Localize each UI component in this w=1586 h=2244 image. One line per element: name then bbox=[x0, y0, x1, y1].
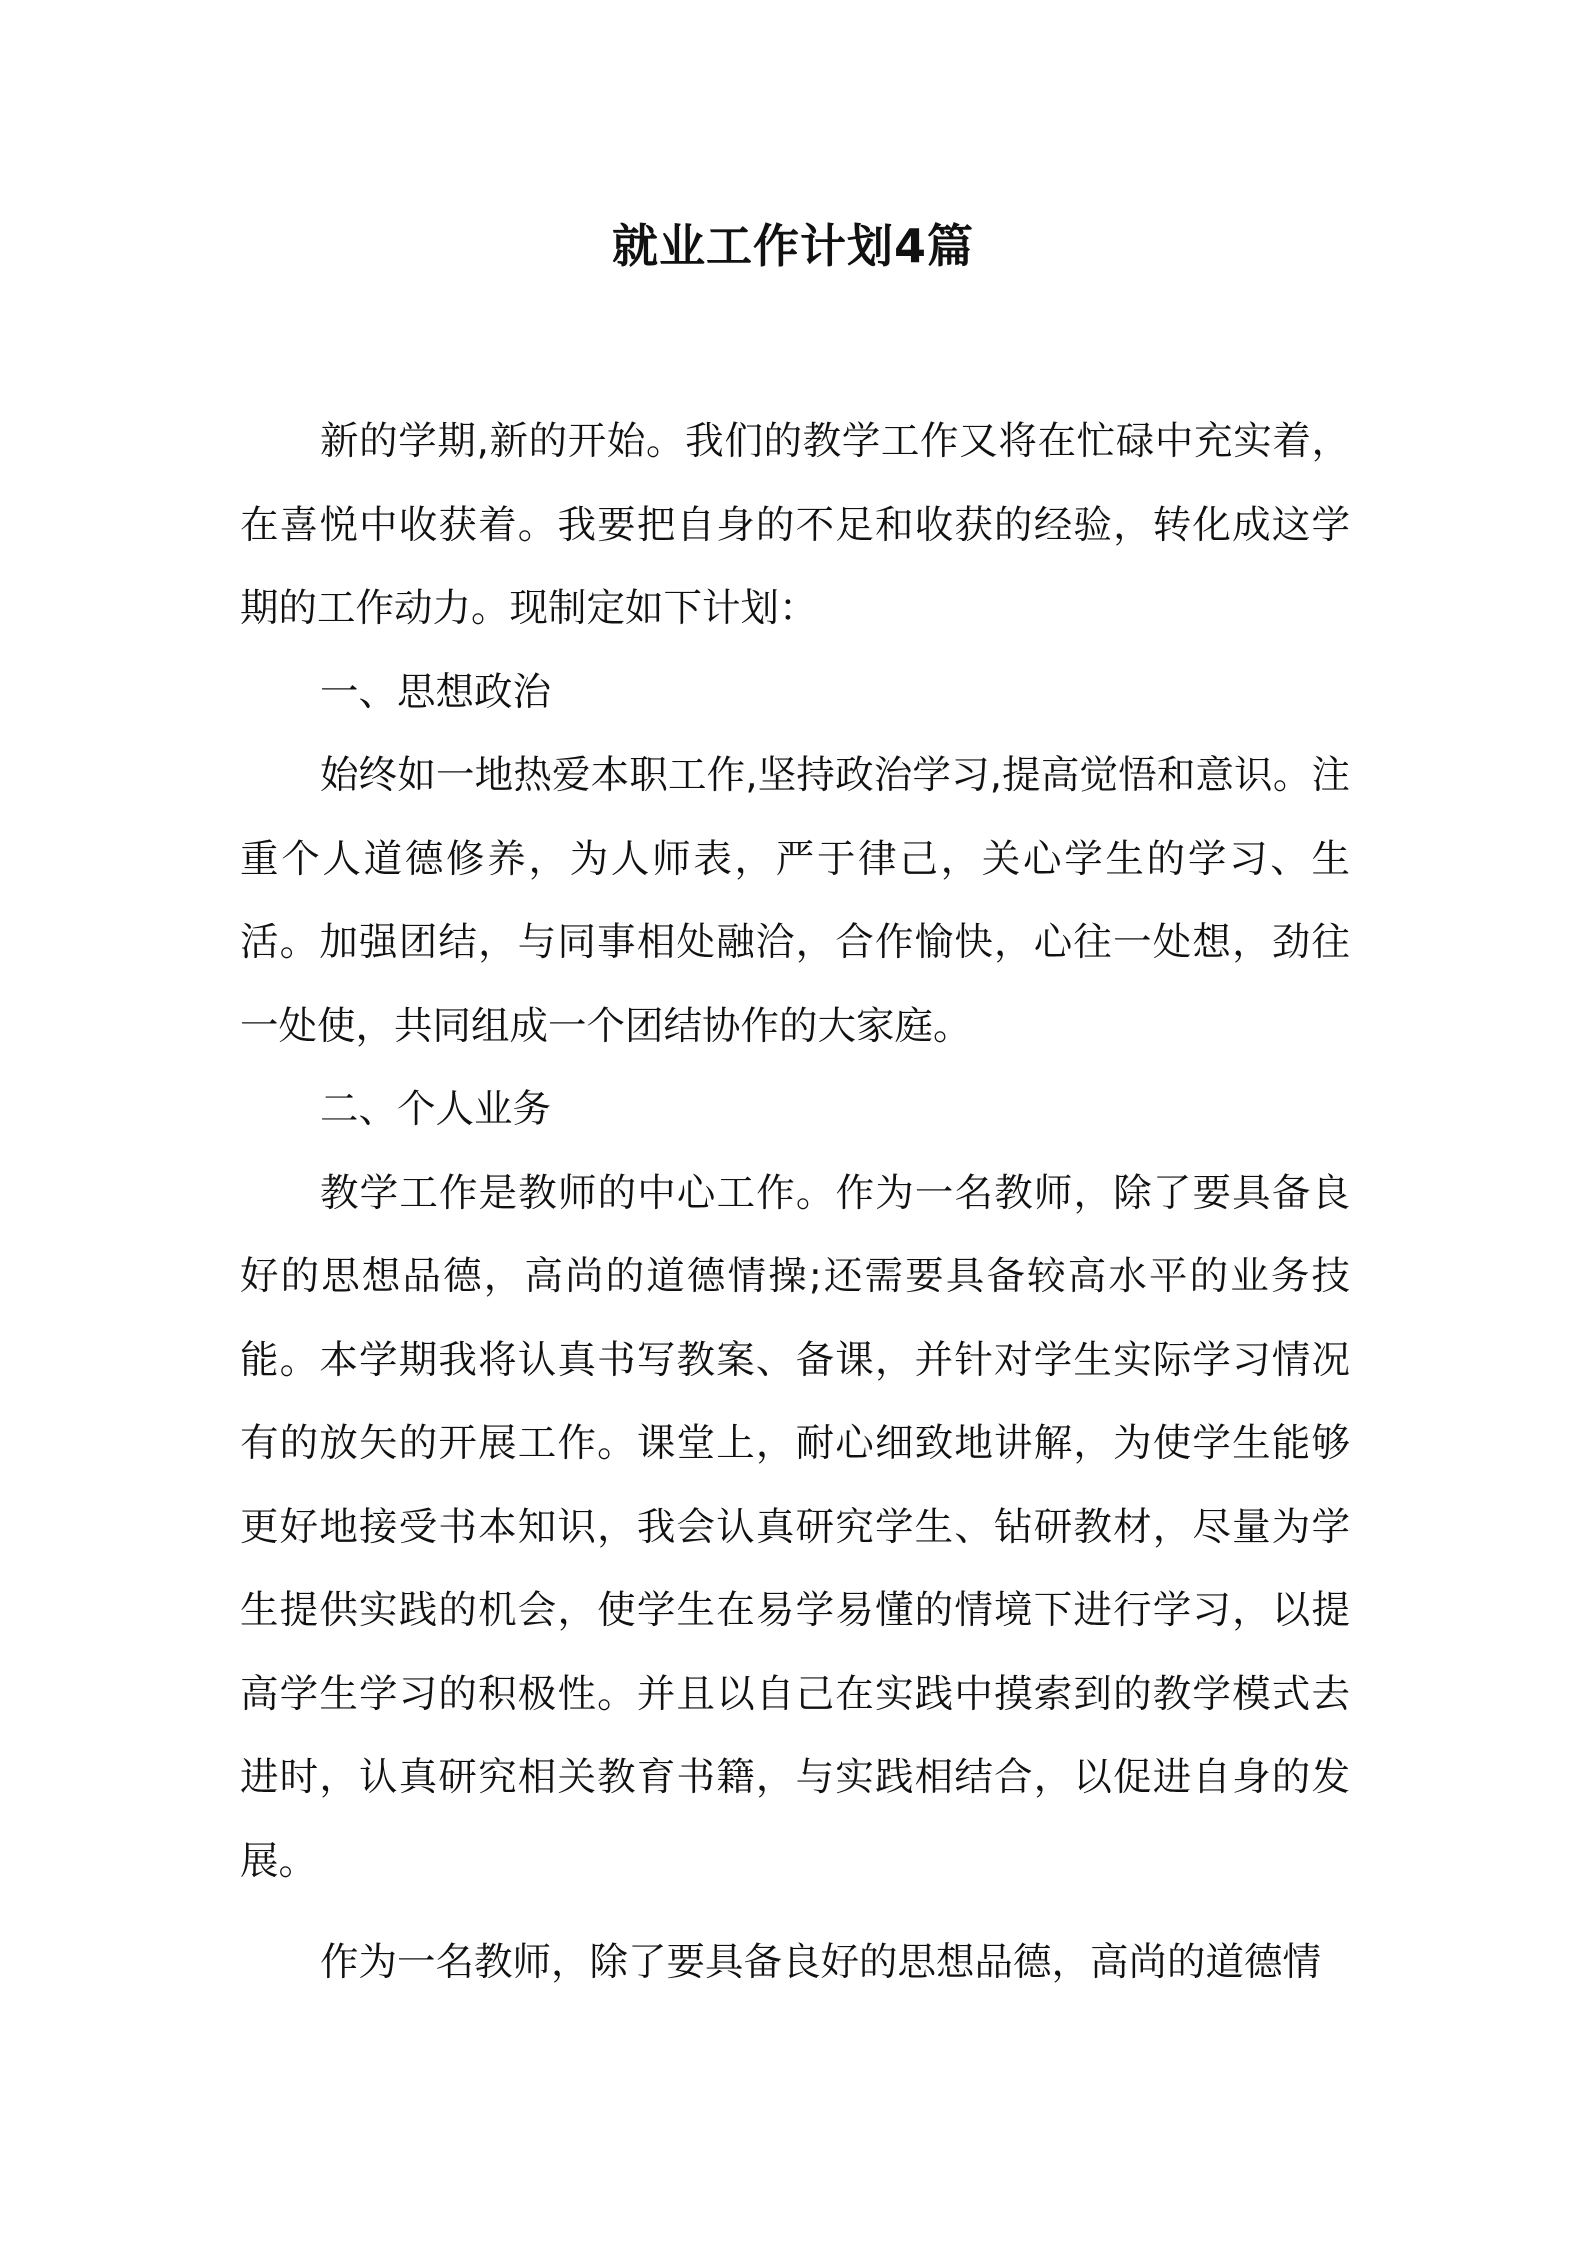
document-title: 就业工作计划4篇 bbox=[611, 219, 974, 273]
section-heading-business: 二、个人业务 bbox=[320, 1087, 552, 1132]
politics-paragraph: 始终如一地热爱本职工作,坚持政治学习,提高觉悟和意识。注重个人道德修养，为人师表，严于律己，关心学生的学习、生活。加强团结，与同事相处融洽，合作愉快，心往一处想，劲往一处使，共同组成一个团结协作的大家庭。 bbox=[240, 753, 1350, 1049]
document-body bbox=[240, 400, 1350, 2005]
continuation-paragraph: 作为一名教师，除了要具备良好的思想品德，高尚的道德情 bbox=[320, 1940, 1322, 1985]
section-heading-politics: 一、思想政治 bbox=[320, 669, 552, 715]
business-paragraph: 教学工作是教师的中心工作。作为一名教师，除了要具备良好的思想品德，高尚的道德情操;还需要具备较高水平的业务技能。本学期我将认真书写教案、备课，并针对学生实际学习情况有的放矢的开展工作。课堂上，耐心细致地讲解，为使学生能够更好地接受书本知识，我会认真研究学生、钻研教材，尽量为学生提供实践的机会，使学生在易学易懂的情境下进行学习，以提高学生学习的积极性。并且以自己在实践中摸索到的教学模式去进时，认真研究相关教育书籍，与实践相结合，以促进自身的发展。 bbox=[240, 1170, 1350, 1884]
intro-paragraph: 新的学期,新的开始。我们的教学工作又将在忙碌中充实着，在喜悦中收获着。我要把自身的不足和收获的经验，转化成这学期的工作动力。现制定如下计划： bbox=[240, 419, 1350, 631]
